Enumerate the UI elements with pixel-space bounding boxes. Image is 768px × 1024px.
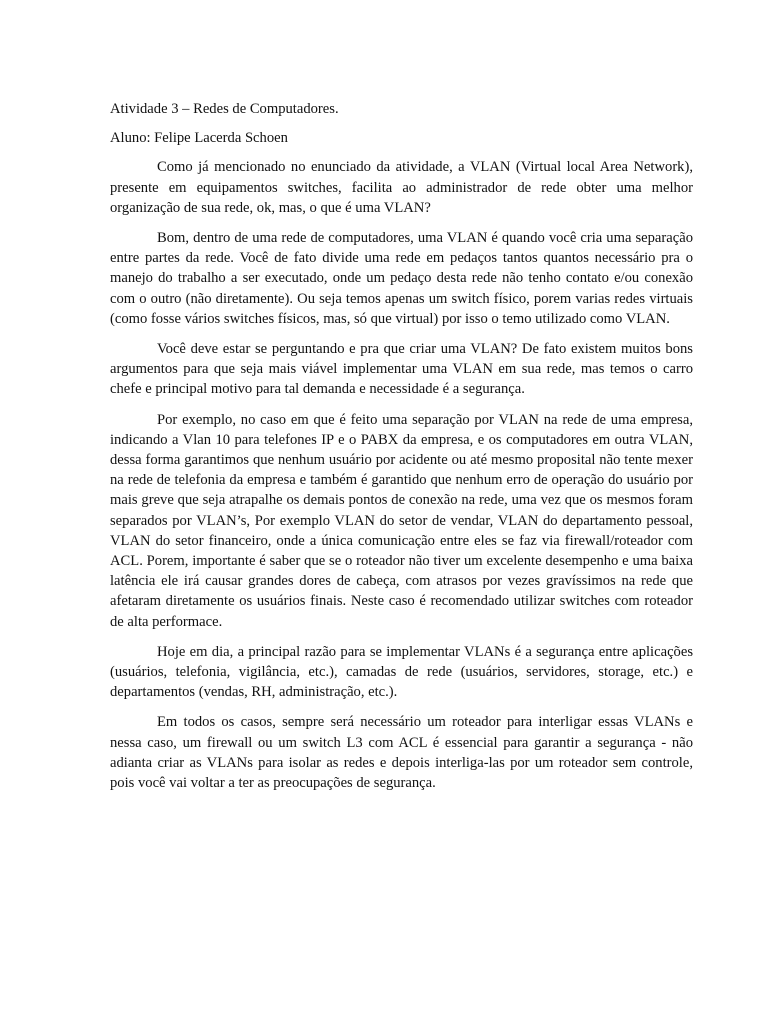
paragraph-reasons: Hoje em dia, a principal razão para se implementar VLANs é a segurança entre aplicações (usuários, telefonia, vigilância, etc.), camadas de rede (usuários, servidores, storage, etc.) e departamentos (vendas, RH, administração, etc.).: [110, 643, 693, 701]
paragraph-example: Por exemplo, no caso em que é feito uma separação por VLAN na rede de uma empresa, indicando a Vlan 10 para telefones IP e o PABX da empresa, e os computadores em outra VLAN, dessa forma garantimos que nenhum usuário por acidente ou até mesmo proposital não tente mexer na rede de telefonia da empresa e também é garantido que nenhum erro de operação do usuário por mais greve que seja atrapalhe os demais pontos de conexão na rede, uma vez que os mesmos foram separados por VLAN’s, Por exemplo VLAN do setor de vendar, VLAN do departamento pessoal, VLAN do setor financeiro, onde a única comunicação entre eles se faz via firewall/roteador com ACL. Porem, importante é saber que se o roteador não tiver um excelente desempenho e uma baixa latência ele irá causar grandes dores de cabeça, com atrasos por vezes gravíssimos na rede que afetaram diretamente os usuários finais. Neste caso é recomendado utilizar switches com roteador de alta performace.: [110, 411, 693, 630]
paragraph-motivation: Você deve estar se perguntando e pra que criar uma VLAN? De fato existem muitos bons argumentos para que seja mais viável implementar uma VLAN em sua rede, mas temos o carro chefe e principal motivo para tal demanda e necessidade é a segurança.: [110, 341, 693, 398]
paragraph-intro: Como já mencionado no enunciado da atividade, a VLAN (Virtual local Area Network), presente em equipamentos switches, facilita ao administrador de rede obter uma melhor organização de sua rede, ok, mas, o que é uma VLAN?: [110, 159, 693, 216]
paragraph-conclusion: Em todos os casos, sempre será necessário um roteador para interligar essas VLANs e nessa caso, um firewall ou um switch L3 com ACL é essencial para garantir a segurança - não adianta criar as VLANs para isolar as redes e depois interliga-las por um roteador sem controle, pois você vai voltar a ter as preocupações de segurança.: [110, 714, 693, 792]
student-name: Aluno: Felipe Lacerda Schoen: [110, 130, 288, 147]
paragraph-definition: Bom, dentro de uma rede de computadores, uma VLAN é quando você cria uma separação entre partes da rede. Você de fato divide uma rede em pedaços tantos quantos necessário pra o manejo do trabalho a ser executado, onde um pedaço desta rede não tenho contato e/ou conexão com o outro (não diretamente). Ou seja temos apenas um switch físico, porem varias redes virtuais (como fosse vários switches físicos, mas, só que virtual) por isso o temo utilizado como VLAN.: [110, 230, 693, 327]
document-title: Atividade 3 – Redes de Computadores.: [110, 101, 339, 117]
